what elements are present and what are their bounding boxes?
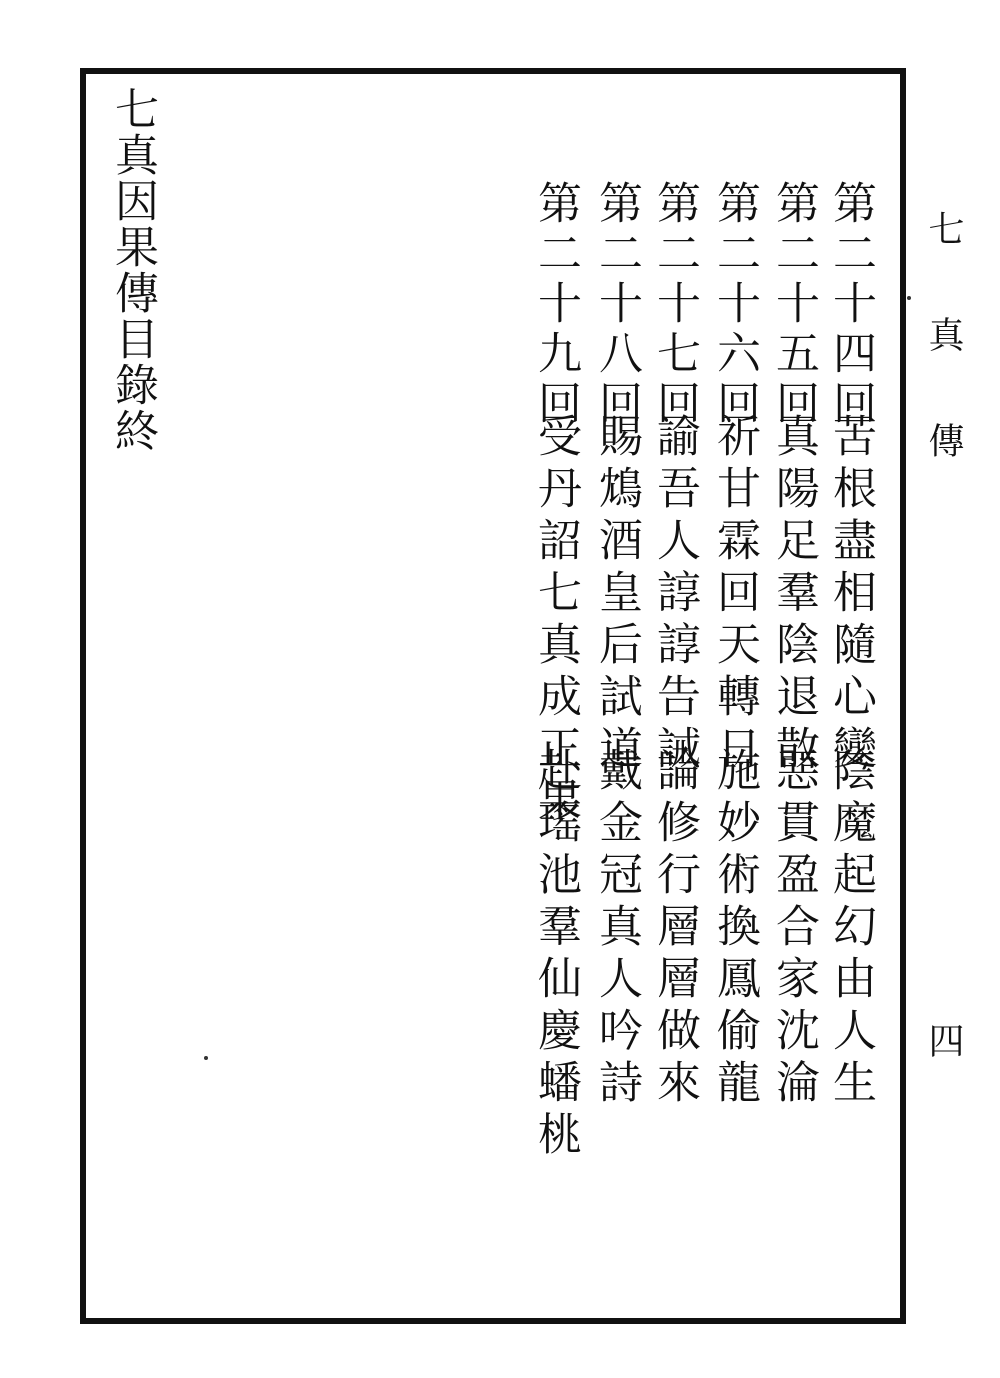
chapter-title-part1: 受丹詔七真成正果 — [530, 413, 581, 829]
chapter-title-part2: 戴金冠真人吟詩 — [591, 747, 642, 1111]
chapter-number: 第二十六回 — [709, 180, 760, 430]
chapter-title-part1: 諭吾人諄諄告誡 — [649, 413, 700, 777]
chapter-title-part1: 真陽足羣陰退散 — [768, 413, 819, 777]
chapter-title-part2: 施妙術換鳳偷龍 — [709, 747, 760, 1111]
chapter-title-part1: 祈甘霖回天轉日 — [709, 413, 760, 777]
margin-page-number: 四 — [923, 1022, 964, 1058]
chapter-number: 第二十八回 — [591, 180, 642, 430]
chapter-title-part2: 論修行層層做來 — [649, 747, 700, 1111]
paper-speck — [907, 296, 911, 300]
table-of-contents-end-note: 七真因果傳目錄終 — [107, 86, 158, 454]
chapter-title-part2: 陰魔起幻由人生 — [825, 747, 876, 1111]
paper-speck — [204, 1056, 208, 1060]
chapter-title-part1: 賜鴆酒皇后試道 — [591, 413, 642, 777]
chapter-title-part1: 苦根盡相隨心變 — [825, 413, 876, 777]
chapter-title-part2: 惡貫盈合家沈淪 — [768, 747, 819, 1111]
chapter-number: 第二十七回 — [649, 180, 700, 430]
chapter-title-part2: 赴瑤池羣仙慶蟠桃 — [530, 747, 581, 1163]
margin-book-title: 七真傳 — [923, 210, 964, 528]
chapter-number: 第二十五回 — [768, 180, 819, 430]
chapter-number: 第二十四回 — [825, 180, 876, 430]
chapter-number: 第二十九回 — [530, 180, 581, 430]
